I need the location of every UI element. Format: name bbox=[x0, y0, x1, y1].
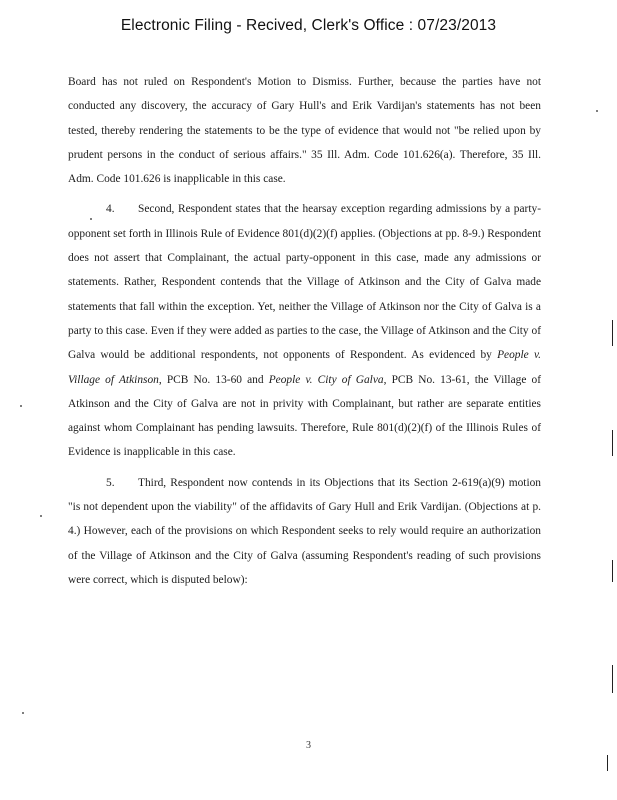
scan-margin-mark bbox=[612, 560, 613, 582]
paragraph-number: 4. bbox=[106, 203, 115, 216]
paragraph-text: , PCB No. 13-60 and bbox=[158, 373, 269, 386]
scan-speck bbox=[20, 405, 22, 407]
paragraph-5 bbox=[68, 471, 541, 592]
paragraph-number: 5. bbox=[106, 476, 115, 489]
case-citation: People v. Village of Atkinson bbox=[68, 349, 542, 386]
scan-speck bbox=[596, 110, 598, 112]
scan-margin-mark bbox=[607, 755, 608, 771]
document-body bbox=[68, 70, 541, 592]
paragraph-continued: Board has not ruled on Respondent's Motion to Dismiss. Further, because the parties have not conducted any discovery, the accuracy of Gary Hull's and Erik Vardijan's statements has not been tested, thereby rendering the statements to be the type of evidence that would not "be relied upon by prudent persons in the conduct of serious affairs." 35 Ill. Adm. Code 101.626(a). Therefore, 35 Ill. Adm. Code 101.626 is inapplicable in this case. bbox=[68, 76, 541, 186]
paragraph-text: , PCB No. 13-61, the Village of Atkinson and the City of Galva are not in privity with Complainant, but rather are separate entities against whom Complainant has pending lawsuits. Therefore, Rule 801(d)(2)(f) of the Illinois Rules of Evidence is inapplicable in this case. bbox=[68, 373, 542, 459]
paragraph-text: Third, Respondent now contends in its Objections that its Section 2-619(a)(9) motion "is not dependent upon the viability" of the affidavits of Gary Hull and Erik Vardijan. (Objections at p. 4.) However, each of the provisions on which Respondent seeks to rely would require an authorization of the Village of Atkinson and the City of Galva (assuming Respondent's reading of such provisions were correct, which is disputed below): bbox=[68, 476, 541, 586]
scan-margin-mark bbox=[612, 430, 613, 456]
scan-speck bbox=[40, 515, 42, 517]
paragraph-text: Second, Respondent states that the hearsay exception regarding admissions by a party-opponent set forth in Illinois Rule of Evidence 801(d)(2)(f) applies. (Objections at pp. 8-9.) Respondent does not assert that Complainant, the actual party-opponent in this case, made any admissions or statements. Rather, Respondent contends that the Village of Atkinson and the City of Galva made statements that fall within the exception. Yet, neither the Village of Atkinson nor the City of Galva is a party to this case. Even if they were added as parties to the case, the Village of Atkinson and the City of Galva would be additional respondents, not opponents of Respondent. As evidenced by bbox=[68, 203, 541, 362]
scan-margin-mark bbox=[612, 320, 613, 346]
page-number: 3 bbox=[306, 740, 311, 751]
paragraph-4 bbox=[68, 197, 541, 464]
scan-margin-mark bbox=[612, 665, 613, 693]
scan-speck bbox=[22, 712, 24, 714]
filing-stamp-header: Electronic Filing - Recived, Clerk's Office : 07/23/2013 bbox=[120, 17, 497, 34]
scan-speck bbox=[90, 218, 92, 220]
case-citation: People v. City of Galva bbox=[268, 373, 384, 386]
